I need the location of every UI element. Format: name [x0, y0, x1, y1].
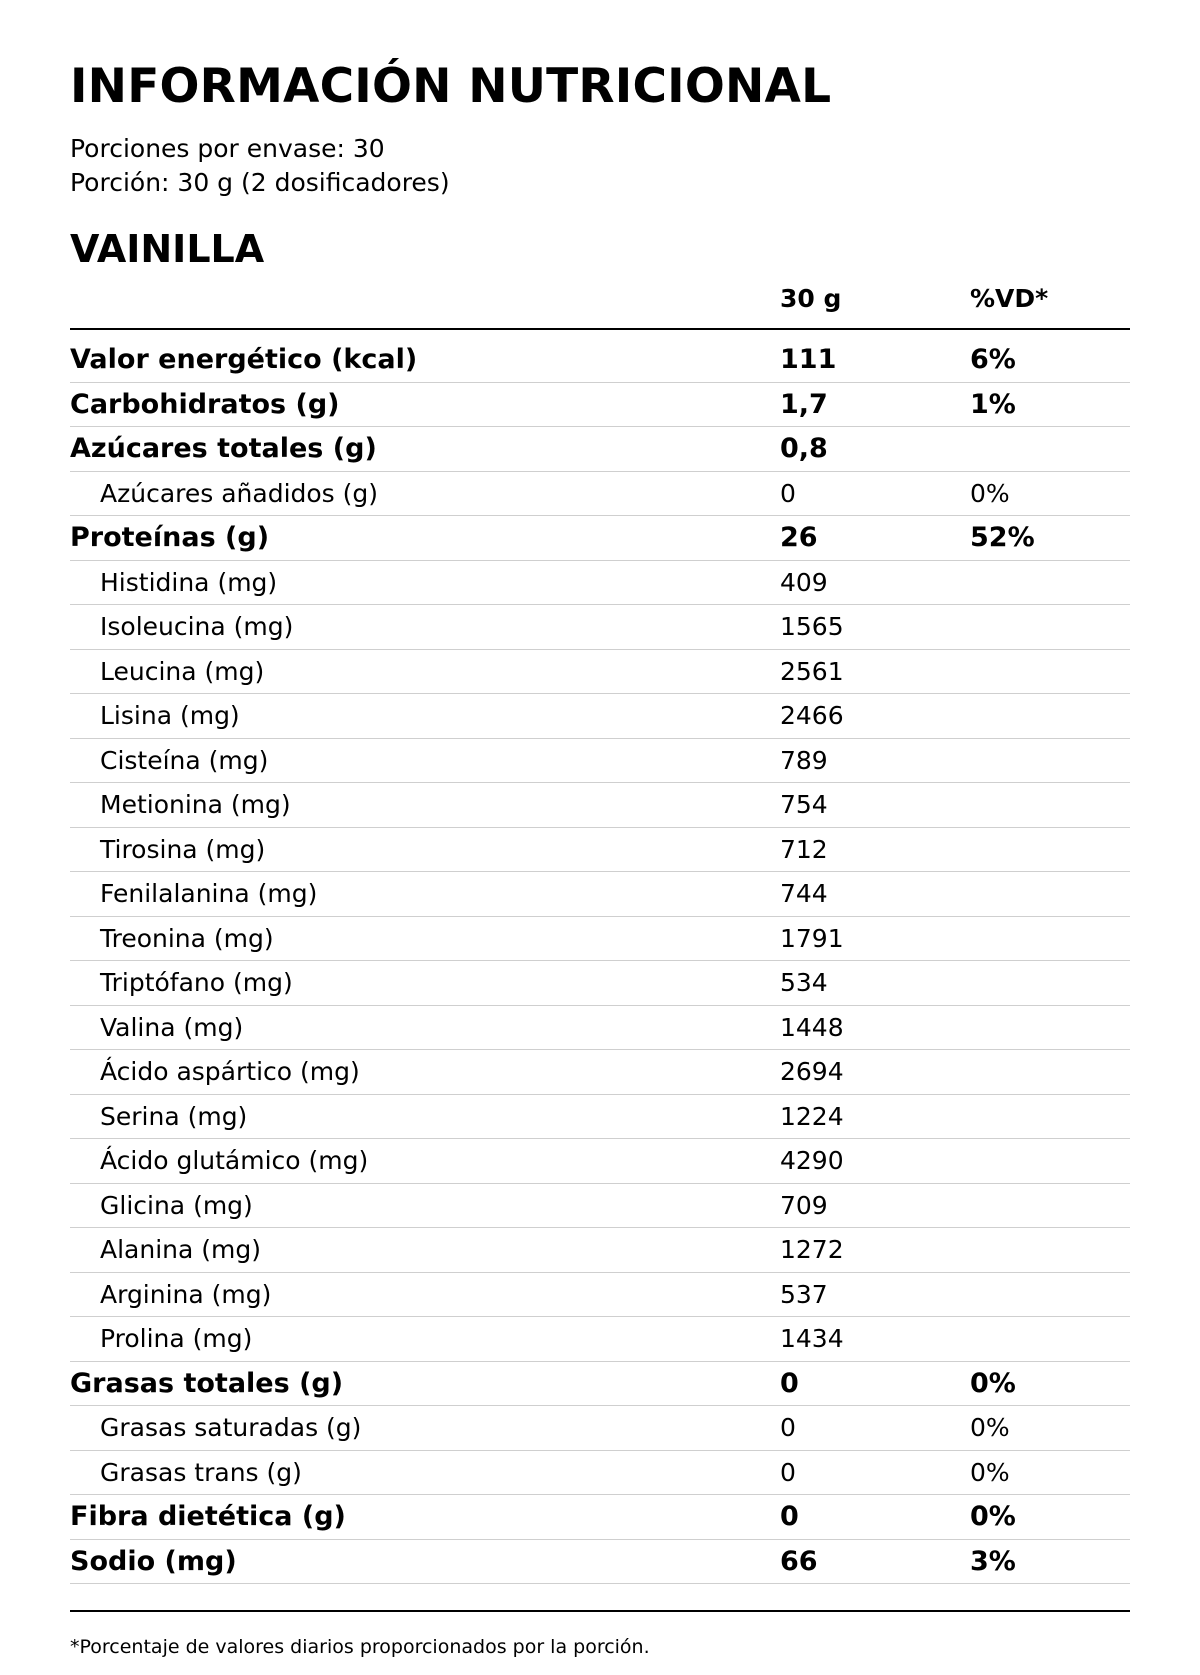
table-row [70, 1006, 1130, 1051]
nutrient-amount: 1272 [780, 1235, 844, 1265]
table-row [70, 1139, 1130, 1184]
nutrient-amount: 1565 [780, 612, 844, 642]
nutrient-daily-value: 0% [970, 1501, 1016, 1533]
table-row [70, 516, 1130, 561]
table-row [70, 472, 1130, 517]
nutrient-amount: 0 [780, 478, 796, 508]
nutrient-amount: 2694 [780, 1057, 844, 1087]
footnote: *Porcentaje de valores diarios proporcionados por la porción. [70, 1636, 650, 1658]
nutrient-name: Azúcares añadidos (g) [100, 478, 379, 508]
table-row [70, 1406, 1130, 1451]
nutrient-name: Prolina (mg) [100, 1324, 253, 1354]
nutrient-daily-value: 52% [970, 522, 1035, 554]
nutrient-name: Glicina (mg) [100, 1190, 253, 1220]
table-row [70, 1273, 1130, 1318]
nutrient-name: Azúcares totales (g) [70, 433, 377, 465]
nutrient-name: Tirosina (mg) [100, 834, 266, 864]
table-row [70, 605, 1130, 650]
nutrient-amount: 111 [780, 344, 837, 376]
nutrient-amount: 534 [780, 968, 828, 998]
nutrient-name: Leucina (mg) [100, 656, 265, 686]
nutrient-daily-value: 0% [970, 1413, 1010, 1443]
nutrient-name: Ácido glutámico (mg) [100, 1146, 369, 1176]
nutrient-amount: 1791 [780, 923, 844, 953]
nutrient-amount: 0,8 [780, 433, 828, 465]
bottom-divider [70, 1610, 1130, 1612]
nutrient-daily-value: 0% [970, 1367, 1016, 1399]
table-row [70, 917, 1130, 962]
nutrient-amount: 2466 [780, 701, 844, 731]
nutrient-daily-value: 6% [970, 344, 1016, 376]
nutrient-name: Sodio (mg) [70, 1545, 237, 1577]
nutrient-amount: 789 [780, 745, 828, 775]
table-row [70, 1228, 1130, 1273]
table-row [70, 872, 1130, 917]
serving-size: Porción: 30 g (2 dosificadores) [70, 168, 450, 197]
nutrient-name: Metionina (mg) [100, 790, 291, 820]
nutrient-name: Treonina (mg) [100, 923, 274, 953]
nutrient-name: Triptófano (mg) [100, 968, 293, 998]
nutrient-name: Histidina (mg) [100, 567, 278, 597]
nutrient-name: Alanina (mg) [100, 1235, 261, 1265]
table-body [70, 338, 1130, 1584]
nutrient-amount: 409 [780, 567, 828, 597]
nutrient-amount: 744 [780, 879, 828, 909]
flavor-heading: VAINILLA [70, 227, 265, 271]
table-row [70, 1184, 1130, 1229]
table-header [70, 284, 1130, 330]
nutrient-amount: 1448 [780, 1012, 844, 1042]
nutrient-name: Ácido aspártico (mg) [100, 1057, 360, 1087]
table-row [70, 1495, 1130, 1540]
nutrient-amount: 537 [780, 1279, 828, 1309]
nutrient-daily-value: 0% [970, 478, 1010, 508]
nutrient-name: Fibra dietética (g) [70, 1501, 346, 1533]
column-header-amount: 30 g [780, 284, 842, 313]
nutrient-name: Serina (mg) [100, 1101, 248, 1131]
nutrient-name: Carbohidratos (g) [70, 388, 340, 420]
nutrient-name: Valor energético (kcal) [70, 344, 418, 376]
nutrient-amount: 1434 [780, 1324, 844, 1354]
table-row [70, 1362, 1130, 1407]
column-header-daily-value: %VD* [970, 284, 1049, 313]
nutrition-table [70, 284, 1130, 1584]
table-row [70, 961, 1130, 1006]
nutrient-amount: 712 [780, 834, 828, 864]
nutrient-amount: 1,7 [780, 388, 828, 420]
nutrient-name: Grasas trans (g) [100, 1457, 302, 1487]
nutrient-amount: 709 [780, 1190, 828, 1220]
nutrient-amount: 4290 [780, 1146, 844, 1176]
table-row [70, 694, 1130, 739]
table-row [70, 783, 1130, 828]
nutrient-amount: 0 [780, 1457, 796, 1487]
table-row [70, 427, 1130, 472]
nutrient-amount: 754 [780, 790, 828, 820]
nutrient-name: Cisteína (mg) [100, 745, 269, 775]
nutrient-amount: 26 [780, 522, 818, 554]
nutrient-name: Arginina (mg) [100, 1279, 272, 1309]
table-row [70, 828, 1130, 873]
nutrient-amount: 0 [780, 1501, 799, 1533]
nutrient-daily-value: 3% [970, 1545, 1016, 1577]
nutrient-name: Grasas totales (g) [70, 1367, 344, 1399]
table-row [70, 338, 1130, 383]
table-row [70, 739, 1130, 784]
nutrient-name: Proteínas (g) [70, 522, 270, 554]
nutrient-name: Lisina (mg) [100, 701, 240, 731]
nutrient-amount: 2561 [780, 656, 844, 686]
nutrient-amount: 66 [780, 1545, 818, 1577]
nutrient-daily-value: 1% [970, 388, 1016, 420]
page-title: INFORMACIÓN NUTRICIONAL [70, 59, 832, 114]
nutrient-name: Fenilalanina (mg) [100, 879, 318, 909]
servings-per-container: Porciones por envase: 30 [70, 134, 385, 163]
table-row [70, 561, 1130, 606]
table-row [70, 650, 1130, 695]
table-row [70, 1540, 1130, 1585]
nutrient-amount: 0 [780, 1413, 796, 1443]
nutrient-daily-value: 0% [970, 1457, 1010, 1487]
table-row [70, 1317, 1130, 1362]
nutrient-name: Isoleucina (mg) [100, 612, 294, 642]
table-row [70, 1095, 1130, 1140]
table-row [70, 1050, 1130, 1095]
nutrient-amount: 0 [780, 1367, 799, 1399]
nutrient-name: Valina (mg) [100, 1012, 244, 1042]
table-row [70, 1451, 1130, 1496]
nutrient-name: Grasas saturadas (g) [100, 1413, 362, 1443]
nutrient-amount: 1224 [780, 1101, 844, 1131]
table-row [70, 383, 1130, 428]
